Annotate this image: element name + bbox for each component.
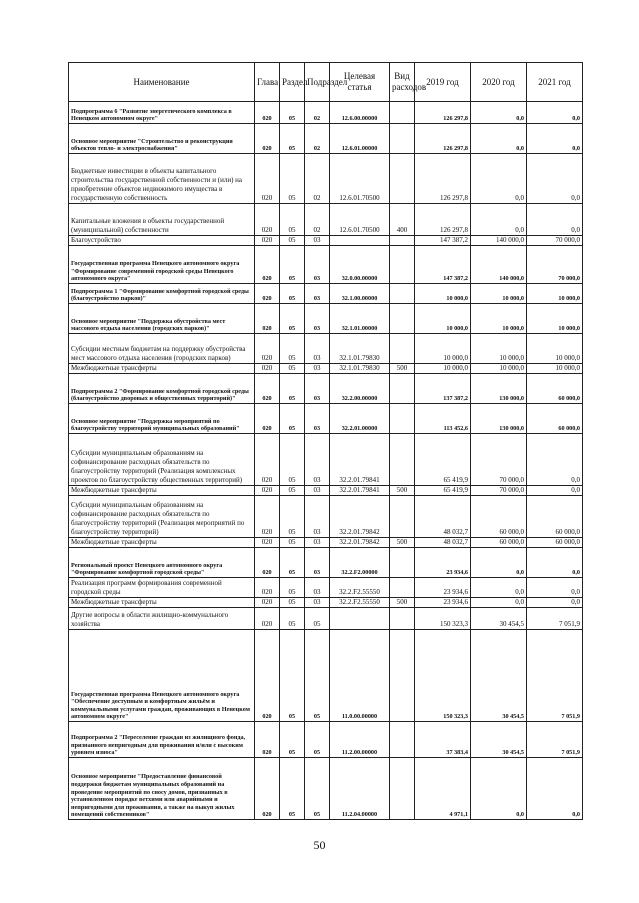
cell-expense-type [390,578,415,598]
cell-2021: 10 000,0 [527,364,583,374]
cell-2020: 10 000,0 [471,364,527,374]
cell-2021: 0,0 [527,598,583,608]
cell-target-article: 11.2.00.00000 [330,722,390,758]
cell-2021: 60 000,0 [527,496,583,538]
cell-2021: 70 000,0 [527,236,583,246]
cell-expense-type [390,496,415,538]
cell-razdel: 05 [280,578,305,598]
cell-name: Субсидии местным бюджетам на поддержку обустройства мест массового отдыха населения (городских парков) [69,334,255,364]
cell-expense-type [390,630,415,722]
cell-2019: 10 000,0 [415,334,471,364]
cell-name: Бюджетные инвестиции в объекты капитального строительства государственной собственности и (или) на приобретение объектов недвижимого имущества в государственную собственность [69,154,255,204]
cell-glava: 020 [255,374,280,404]
cell-name: Подпрограмма 6 "Развитие энергетического комплекса в Ненецком автономном округе" [69,102,255,124]
cell-expense-type [390,722,415,758]
cell-name: Реализация программ формирования современной городской среды [69,578,255,598]
cell-2019: 126 297,8 [415,124,471,154]
cell-2019: 147 387,2 [415,246,471,284]
header-razdel: Раздел [280,63,305,102]
cell-2019: 147 387,2 [415,236,471,246]
cell-razdel: 05 [280,102,305,124]
cell-glava: 020 [255,204,280,236]
cell-razdel: 05 [280,538,305,548]
cell-glava: 020 [255,598,280,608]
cell-podrazdel: 03 [305,374,330,404]
cell-name: Межбюджетные трансферты [69,364,255,374]
cell-podrazdel: 03 [305,496,330,538]
cell-razdel: 05 [280,204,305,236]
cell-target-article: 12.6.01.70500 [330,154,390,204]
cell-razdel: 05 [280,486,305,496]
cell-2020: 10 000,0 [471,284,527,304]
cell-expense-type [390,246,415,284]
cell-2020: 0,0 [471,548,527,578]
cell-expense-type [390,154,415,204]
cell-podrazdel: 05 [305,758,330,820]
table-row [69,364,583,374]
cell-glava: 020 [255,538,280,548]
cell-name: Основное мероприятие "Предоставление финансовой поддержки бюджетам муниципальных образований на проведение мероприятий по сносу домов, признанных в установленном порядке ветхими или аварийными и непригодными для проживания, а также на выкуп жилых помещений собственников" [69,758,255,820]
cell-glava: 020 [255,434,280,486]
cell-expense-type [390,374,415,404]
cell-2021: 60 000,0 [527,404,583,434]
cell-podrazdel: 03 [305,486,330,496]
cell-2019: 10 000,0 [415,364,471,374]
cell-2021: 60 000,0 [527,538,583,548]
cell-2020: 10 000,0 [471,304,527,334]
cell-podrazdel: 03 [305,334,330,364]
table-row [69,304,583,334]
cell-target-article: 32.0.00.00000 [330,246,390,284]
cell-target-article: 32.1.01.79830 [330,334,390,364]
cell-2020: 0,0 [471,204,527,236]
table-row [69,284,583,304]
cell-target-article: 32.2.01.79841 [330,434,390,486]
cell-2020: 0,0 [471,758,527,820]
cell-name: Субсидии муниципальным образованиям на софинансирование расходных обязательств по благоустройству территорий (Реализация мероприятий по благоустройству территорий) [69,496,255,538]
cell-name: Подпрограмма 1 "Формирование комфортной городской среды (благоустройство парков)" [69,284,255,304]
cell-target-article: 11.2.04.00000 [330,758,390,820]
cell-razdel: 05 [280,404,305,434]
cell-glava: 020 [255,404,280,434]
table-row [69,374,583,404]
cell-2020: 0,0 [471,578,527,598]
cell-name: Государственная программа Ненецкого автономного округа "Обеспечение доступным и комфортным жильём и коммунальными услугами граждан, проживающих в Ненецком автономном округе" [69,630,255,722]
table-row [69,598,583,608]
cell-2021: 0,0 [527,486,583,496]
cell-glava: 020 [255,630,280,722]
cell-expense-type: 500 [390,486,415,496]
cell-2020: 70 000,0 [471,486,527,496]
table-header-row [69,63,583,102]
table-row [69,486,583,496]
cell-expense-type [390,404,415,434]
cell-2020: 60 000,0 [471,538,527,548]
cell-target-article: 32.2.01.00000 [330,404,390,434]
cell-2021: 0,0 [527,102,583,124]
cell-glava: 020 [255,154,280,204]
cell-podrazdel: 03 [305,284,330,304]
cell-name: Межбюджетные трансферты [69,538,255,548]
cell-2019: 113 452,6 [415,404,471,434]
table-row [69,630,583,722]
cell-2020: 0,0 [471,598,527,608]
cell-expense-type [390,758,415,820]
cell-2021: 0,0 [527,204,583,236]
cell-2021: 0,0 [527,758,583,820]
cell-podrazdel: 03 [305,578,330,598]
cell-glava: 020 [255,364,280,374]
cell-podrazdel: 05 [305,630,330,722]
cell-2021: 10 000,0 [527,304,583,334]
table-row [69,404,583,434]
budget-document [68,62,583,820]
cell-glava: 020 [255,304,280,334]
cell-glava: 020 [255,102,280,124]
cell-razdel: 05 [280,284,305,304]
cell-2020: 30 454,5 [471,722,527,758]
cell-glava: 020 [255,334,280,364]
cell-2021: 0,0 [527,578,583,598]
cell-2021: 10 000,0 [527,284,583,304]
cell-glava: 020 [255,758,280,820]
cell-podrazdel: 03 [305,598,330,608]
cell-podrazdel: 02 [305,154,330,204]
cell-2021: 10 000,0 [527,334,583,364]
cell-2021: 0,0 [527,154,583,204]
table-row [69,496,583,538]
cell-razdel: 05 [280,434,305,486]
cell-2019: 150 323,3 [415,630,471,722]
cell-target-article: 12.6.01.70500 [330,204,390,236]
cell-razdel: 05 [280,608,305,630]
cell-2019: 4 971,1 [415,758,471,820]
cell-2021: 60 000,0 [527,374,583,404]
cell-2019: 23 934,6 [415,578,471,598]
cell-2019: 23 934,6 [415,598,471,608]
cell-2020: 60 000,0 [471,496,527,538]
cell-2019: 65 419,9 [415,486,471,496]
cell-expense-type: 500 [390,598,415,608]
table-row [69,204,583,236]
cell-2021: 0,0 [527,548,583,578]
table-row [69,154,583,204]
cell-podrazdel: 03 [305,538,330,548]
cell-target-article: 32.2.F2.55550 [330,598,390,608]
cell-razdel: 05 [280,246,305,284]
table-row [69,434,583,486]
table-row [69,246,583,284]
cell-2019: 126 297,8 [415,154,471,204]
cell-2020: 0,0 [471,124,527,154]
header-name: Наименование [69,63,255,102]
cell-target-article: 32.2.01.79842 [330,496,390,538]
cell-expense-type: 400 [390,204,415,236]
cell-razdel: 05 [280,548,305,578]
cell-expense-type [390,548,415,578]
cell-expense-type [390,434,415,486]
cell-podrazdel: 03 [305,434,330,486]
cell-glava: 020 [255,722,280,758]
cell-podrazdel: 03 [305,404,330,434]
cell-2020: 30 454,5 [471,608,527,630]
cell-expense-type [390,236,415,246]
cell-2019: 37 383,4 [415,722,471,758]
cell-2019: 150 323,3 [415,608,471,630]
cell-name: Подпрограмма 2 "Переселение граждан из жилищного фонда, признанного непригодным для проживания и/или с высоким уровнем износа" [69,722,255,758]
table-row [69,124,583,154]
cell-2019: 48 032,7 [415,538,471,548]
cell-2021: 7 051,9 [527,608,583,630]
cell-podrazdel: 05 [305,722,330,758]
cell-target-article: 32.2.F2.55550 [330,578,390,598]
table-row [69,608,583,630]
cell-name: Субсидии муниципальным образованиям на софинансирование расходных обязательств по благоустройству территорий (Реализация комплексных проектов по благоустройству общественных территорий) [69,434,255,486]
cell-podrazdel: 03 [305,236,330,246]
cell-glava: 020 [255,236,280,246]
cell-expense-type [390,608,415,630]
cell-name: Благоустройство [69,236,255,246]
cell-name: Капитальные вложения в объекты государственной (муниципальной) собственности [69,204,255,236]
table-body [69,102,583,820]
cell-expense-type [390,124,415,154]
cell-expense-type [390,334,415,364]
cell-podrazdel: 03 [305,364,330,374]
cell-2020: 30 454,5 [471,630,527,722]
cell-2019: 10 000,0 [415,304,471,334]
cell-name: Основное мероприятие "Поддержка обустройства мест массового отдыха населения (городских парков)" [69,304,255,334]
page-number: 50 [313,838,326,852]
cell-target-article: 32.2.F2.00000 [330,548,390,578]
cell-razdel: 05 [280,236,305,246]
cell-2020: 140 000,0 [471,236,527,246]
cell-2021: 0,0 [527,434,583,486]
cell-razdel: 05 [280,598,305,608]
cell-2020: 70 000,0 [471,434,527,486]
cell-glava: 020 [255,608,280,630]
table-row [69,578,583,598]
cell-target-article: 12.6.00.00000 [330,102,390,124]
cell-expense-type [390,102,415,124]
cell-2020: 0,0 [471,154,527,204]
cell-podrazdel: 02 [305,204,330,236]
header-2019: 2019 год [415,63,471,102]
cell-podrazdel: 05 [305,608,330,630]
cell-podrazdel: 02 [305,124,330,154]
cell-target-article: 12.6.01.00000 [330,124,390,154]
cell-razdel: 05 [280,154,305,204]
cell-2021: 7 051,9 [527,630,583,722]
cell-name: Государственная программа Ненецкого автономного округа "Формирование современной городской среды Ненецкого автономного округа" [69,246,255,284]
cell-razdel: 05 [280,374,305,404]
cell-podrazdel: 03 [305,304,330,334]
header-target-article: Целевая статья [330,63,390,102]
cell-glava: 020 [255,548,280,578]
cell-razdel: 05 [280,496,305,538]
header-2020: 2020 год [471,63,527,102]
cell-target-article [330,608,390,630]
cell-razdel: 05 [280,334,305,364]
cell-2020: 10 000,0 [471,334,527,364]
cell-podrazdel: 03 [305,246,330,284]
cell-2020: 130 000,0 [471,404,527,434]
cell-2019: 137 387,2 [415,374,471,404]
cell-razdel: 05 [280,124,305,154]
header-podrazdel: Подраздел [305,63,330,102]
cell-2019: 126 297,8 [415,204,471,236]
cell-expense-type: 500 [390,364,415,374]
cell-2020: 130 000,0 [471,374,527,404]
cell-glava: 020 [255,124,280,154]
table-row [69,758,583,820]
header-2021: 2021 год [527,63,583,102]
table-row [69,538,583,548]
cell-2021: 70 000,0 [527,246,583,284]
cell-target-article: 32.2.01.79841 [330,486,390,496]
cell-name: Другие вопросы в области жилищно-коммунального хозяйства [69,608,255,630]
cell-2019: 10 000,0 [415,284,471,304]
cell-2019: 23 934,6 [415,548,471,578]
cell-name: Межбюджетные трансферты [69,598,255,608]
cell-target-article: 32.1.01.00000 [330,304,390,334]
cell-name: Основное мероприятие "Строительство и реконструкция объектов тепло- и электроснабжения" [69,124,255,154]
table-row [69,722,583,758]
cell-2021: 7 051,9 [527,722,583,758]
cell-razdel: 05 [280,304,305,334]
cell-expense-type [390,304,415,334]
cell-2019: 126 297,8 [415,102,471,124]
cell-2019: 48 032,7 [415,496,471,538]
budget-table [68,62,583,820]
table-row [69,102,583,124]
cell-glava: 020 [255,486,280,496]
cell-2019: 65 419,9 [415,434,471,486]
cell-2020: 140 000,0 [471,246,527,284]
header-expense-type: Вид расходов [390,63,415,102]
table-row [69,334,583,364]
cell-razdel: 05 [280,364,305,374]
cell-razdel: 05 [280,630,305,722]
cell-expense-type: 500 [390,538,415,548]
header-glava: Глава [255,63,280,102]
cell-name: Региональный проект Ненецкого автономного округа "Формирование комфортной городской среды" [69,548,255,578]
cell-podrazdel: 02 [305,102,330,124]
cell-glava: 020 [255,578,280,598]
cell-name: Межбюджетные трансферты [69,486,255,496]
cell-2021: 0,0 [527,124,583,154]
table-row [69,236,583,246]
cell-glava: 020 [255,496,280,538]
table-row [69,548,583,578]
cell-target-article: 32.2.01.79842 [330,538,390,548]
cell-name: Основное мероприятие "Поддержка мероприятий по благоустройству территорий муниципальных образований" [69,404,255,434]
cell-glava: 020 [255,284,280,304]
cell-podrazdel: 03 [305,548,330,578]
cell-target-article [330,236,390,246]
cell-target-article: 32.1.00.00000 [330,284,390,304]
cell-name: Подпрограмма 2 "Формирование комфортной городской среды (благоустройство дворовых и общественных территорий)" [69,374,255,404]
cell-razdel: 05 [280,758,305,820]
cell-target-article: 32.1.01.79830 [330,364,390,374]
cell-target-article: 11.0.00.00000 [330,630,390,722]
cell-glava: 020 [255,246,280,284]
cell-expense-type [390,284,415,304]
cell-razdel: 05 [280,722,305,758]
cell-target-article: 32.2.00.00000 [330,374,390,404]
cell-2020: 0,0 [471,102,527,124]
